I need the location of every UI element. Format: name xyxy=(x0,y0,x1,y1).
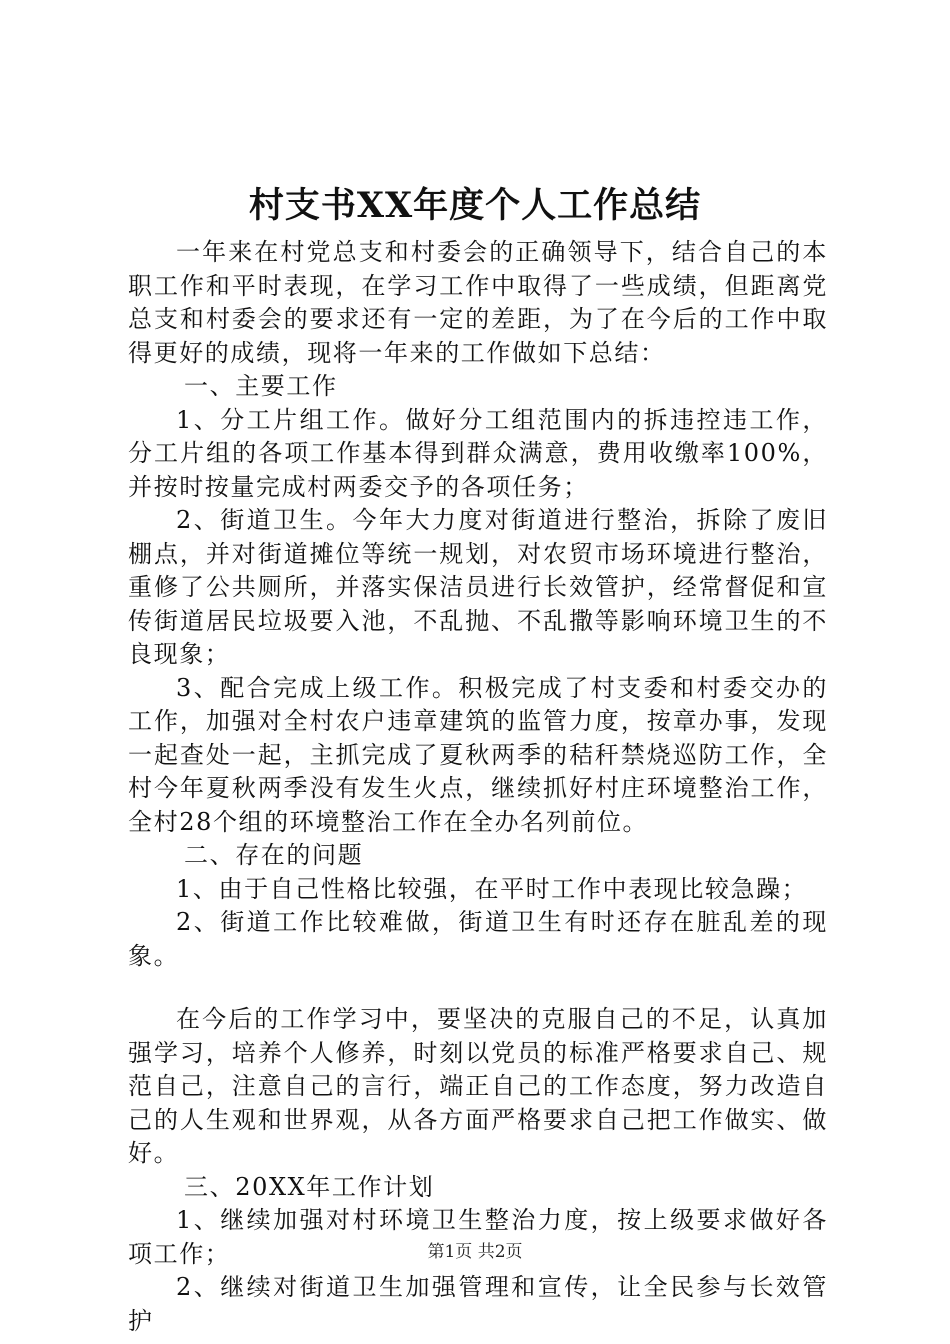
section-heading-plan: 三、20XX年工作计划 xyxy=(184,1172,435,1201)
problem-item-2: 2、街道工作比较难做，街道卫生有时还存在脏乱差的现象。 xyxy=(128,908,828,970)
plan-item-2: 2、继续对街道卫生加强管理和宣传，让全民参与长效管护 xyxy=(128,1273,828,1335)
improvement-paragraph: 在今后的工作学习中，要坚决的克服自己的不足，认真加强学习，培养个人修养，时刻以党员的标准严格要求自己、规范自己，注意自己的言行，端正自己的工作态度，努力改造自己的人生观和世界观，从各方面严格要求自己把工作做实、做好。 xyxy=(128,1005,828,1167)
section-heading-main-work: 一、主要工作 xyxy=(184,372,338,400)
intro-paragraph: 一年来在村党总支和村委会的正确领导下，结合自己的本职工作和平时表现，在学习工作中取得了一些成绩，但距离党总支和村委会的要求还有一定的差距，为了在今后的工作中取得更好的成绩，现将一年来的工作做如下总结： xyxy=(128,238,828,367)
paragraph-spacer xyxy=(128,973,828,1003)
plan-item-1: 1、继续加强对村环境卫生整治力度，按上级要求做好各项工作； xyxy=(128,1206,828,1268)
problem-item-1: 1、由于自己性格比较强，在平时工作中表现比较急躁； xyxy=(176,874,808,903)
work-item-2: 2、街道卫生。今年大力度对街道进行整治，拆除了废旧棚点，并对街道摊位等统一规划，对农贸市场环境进行整治，重修了公共厕所，并落实保洁员进行长效管护，经常督促和宣传街道居民垃圾要入池，不乱抛、不乱撒等影响环境卫生的不良现象； xyxy=(128,506,828,668)
document-title: 村支书XX年度个人工作总结 xyxy=(248,185,702,226)
work-item-3: 3、配合完成上级工作。积极完成了村支委和村委交办的工作，加强对全村农户违章建筑的监管力度，按章办事，发现一起查处一起，主抓完成了夏秋两季的秸秆禁烧巡防工作，全村今年夏秋两季没有发生火点，继续抓好村庄环境整治工作，全村28个组的环境整治工作在全办名列前位。 xyxy=(128,673,828,836)
work-item-1: 1、分工片组工作。做好分工组范围内的拆违控违工作，分工片组的各项工作基本得到群众满意，费用收缴率100%，并按时按量完成村两委交予的各项任务； xyxy=(128,405,828,501)
document-body xyxy=(128,236,828,1338)
page-number: 第1页 共2页 xyxy=(427,1242,523,1262)
section-heading-problems: 二、存在的问题 xyxy=(184,841,364,869)
